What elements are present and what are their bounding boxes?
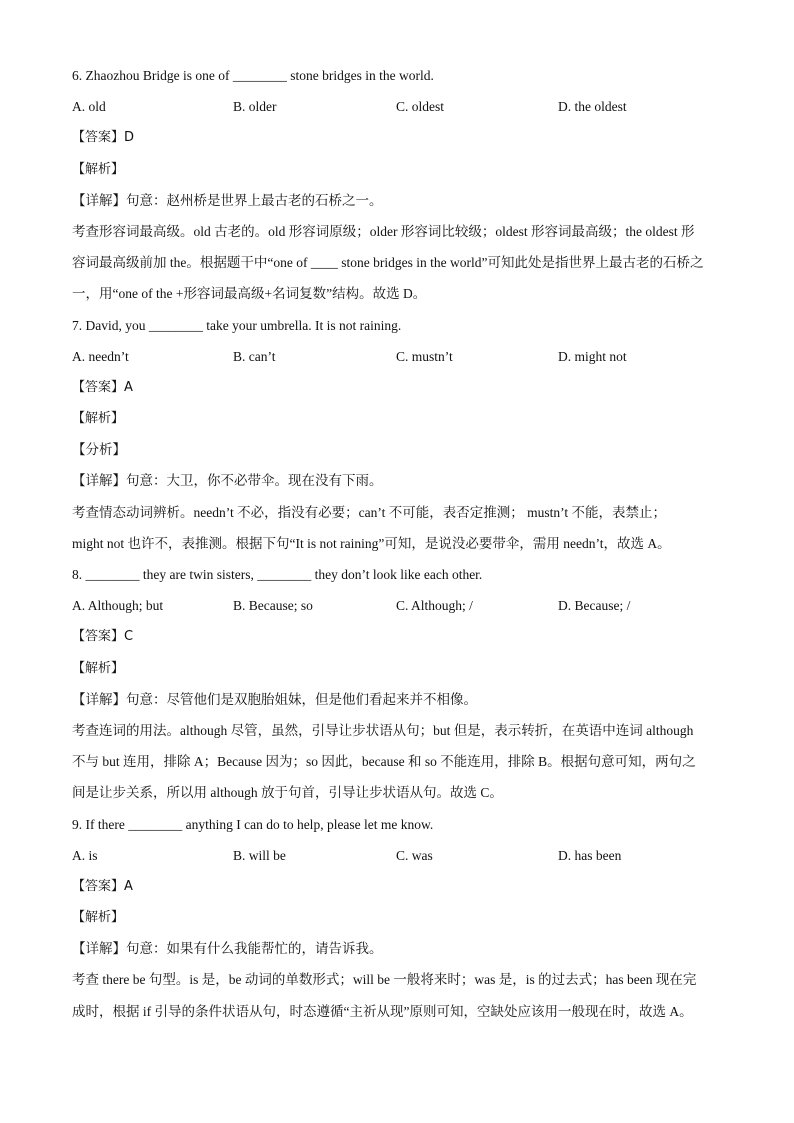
option-a: A. is — [72, 847, 98, 863]
detail-line: 考查形容词最高级。old 古老的。old 形容词原级；older 形容词比较级；oldest 形容词最高级；the oldest 形 — [72, 223, 695, 239]
option-c: C. was — [396, 847, 433, 863]
question-stem: 6. Zhaozhou Bridge is one of ________ stone bridges in the world. — [72, 68, 434, 83]
question-8 — [72, 563, 726, 813]
detail-line: 【详解】句意：大卫，你不必带伞。现在没有下雨。 — [72, 473, 383, 489]
question-stem: 8. ________ they are twin sisters, ________ they don’t look like each other. — [72, 567, 483, 582]
option-b: B. will be — [233, 847, 286, 863]
analysis-label: 【解析】 — [72, 660, 125, 676]
question-6 — [72, 64, 726, 314]
detail-line: 一，用“one of the +形容词最高级+名词复数”结构。故选 D。 — [72, 286, 427, 302]
answer-line: 【答案】C — [72, 629, 134, 645]
option-c: C. mustn’t — [396, 348, 453, 364]
answer-options — [72, 844, 726, 875]
analysis-label: 【解析】 — [72, 411, 125, 427]
detail-line: 【详解】句意：赵州桥是世界上最古老的石桥之一。 — [72, 192, 383, 208]
question-stem: 7. David, you ________ take your umbrella. It is not raining. — [72, 317, 402, 333]
detail-line: 【详解】句意：尽管他们是双胞胎姐妹，但是他们看起来并不相像。 — [72, 691, 477, 707]
option-a: A. needn’t — [72, 348, 129, 364]
detail-line: 考查情态动词辨析。needn’t 不必，指没有必要；can’t 不可能，表否定推测； mustn’t 不能，表禁止； — [72, 504, 666, 520]
option-a: A. Although; but — [72, 598, 164, 614]
answer-options — [72, 345, 726, 376]
detail-line: 考查连词的用法。although 尽管，虽然，引导让步状语从句；but 但是，表示转折，在英语中连词 although — [72, 722, 694, 738]
answer-line: 【答案】A — [72, 379, 133, 395]
document-page — [72, 64, 726, 1031]
option-b: B. can’t — [233, 348, 276, 364]
option-a: A. old — [72, 99, 106, 115]
option-b: B. Because; so — [233, 598, 313, 614]
detail-line: 间是让步关系，所以用 although 放于句首，引导让步状语从句。故选 C。 — [72, 785, 503, 801]
detail-line: 考查 there be 句型。is 是，be 动词的单数形式；will be 一般将来时；was 是，is 的过去式；has been 现在完 — [72, 972, 697, 988]
analysis-label: 【解析】 — [72, 910, 125, 926]
option-c: C. oldest — [396, 99, 445, 115]
answer-options — [72, 594, 726, 625]
answer-line: 【答案】A — [72, 878, 133, 894]
detail-line: 成时，根据 if 引导的条件状语从句，时态遵循“主祈从现”原则可知，空缺处应该用一般现在时，故选 A。 — [72, 1003, 693, 1019]
option-d: D. Because; / — [558, 598, 631, 614]
answer-options — [72, 95, 726, 126]
detail-line: 【详解】句意：如果有什么我能帮忙的，请告诉我。 — [72, 941, 383, 957]
question-stem: 9. If there ________ anything I can do to help, please let me know. — [72, 816, 434, 832]
detail-line: 【分析】 — [72, 442, 126, 458]
analysis-label: 【解析】 — [72, 161, 125, 177]
question-9 — [72, 813, 726, 1031]
detail-line: 不与 but 连用，排除 A；Because 因为；so 因此，because 和 so 不能连用，排除 B。根据句意可知，两句之 — [72, 754, 696, 770]
option-d: D. the oldest — [558, 99, 627, 115]
option-c: C. Although; / — [396, 598, 473, 614]
option-d: D. has been — [558, 847, 622, 863]
option-b: B. older — [233, 99, 277, 115]
option-d: D. might not — [558, 348, 627, 364]
answer-line: 【答案】D — [72, 130, 135, 146]
detail-line: might not 也许不，表推测。根据下句“It is not raining”可知，是说没必要带伞，需用 needn’t，故选 A。 — [72, 535, 671, 551]
detail-line: 容词最高级前加 the。根据题干中“one of ____ stone bridges in the world”可知此处是指世界上最古老的石桥之 — [72, 255, 704, 271]
question-7 — [72, 314, 726, 564]
